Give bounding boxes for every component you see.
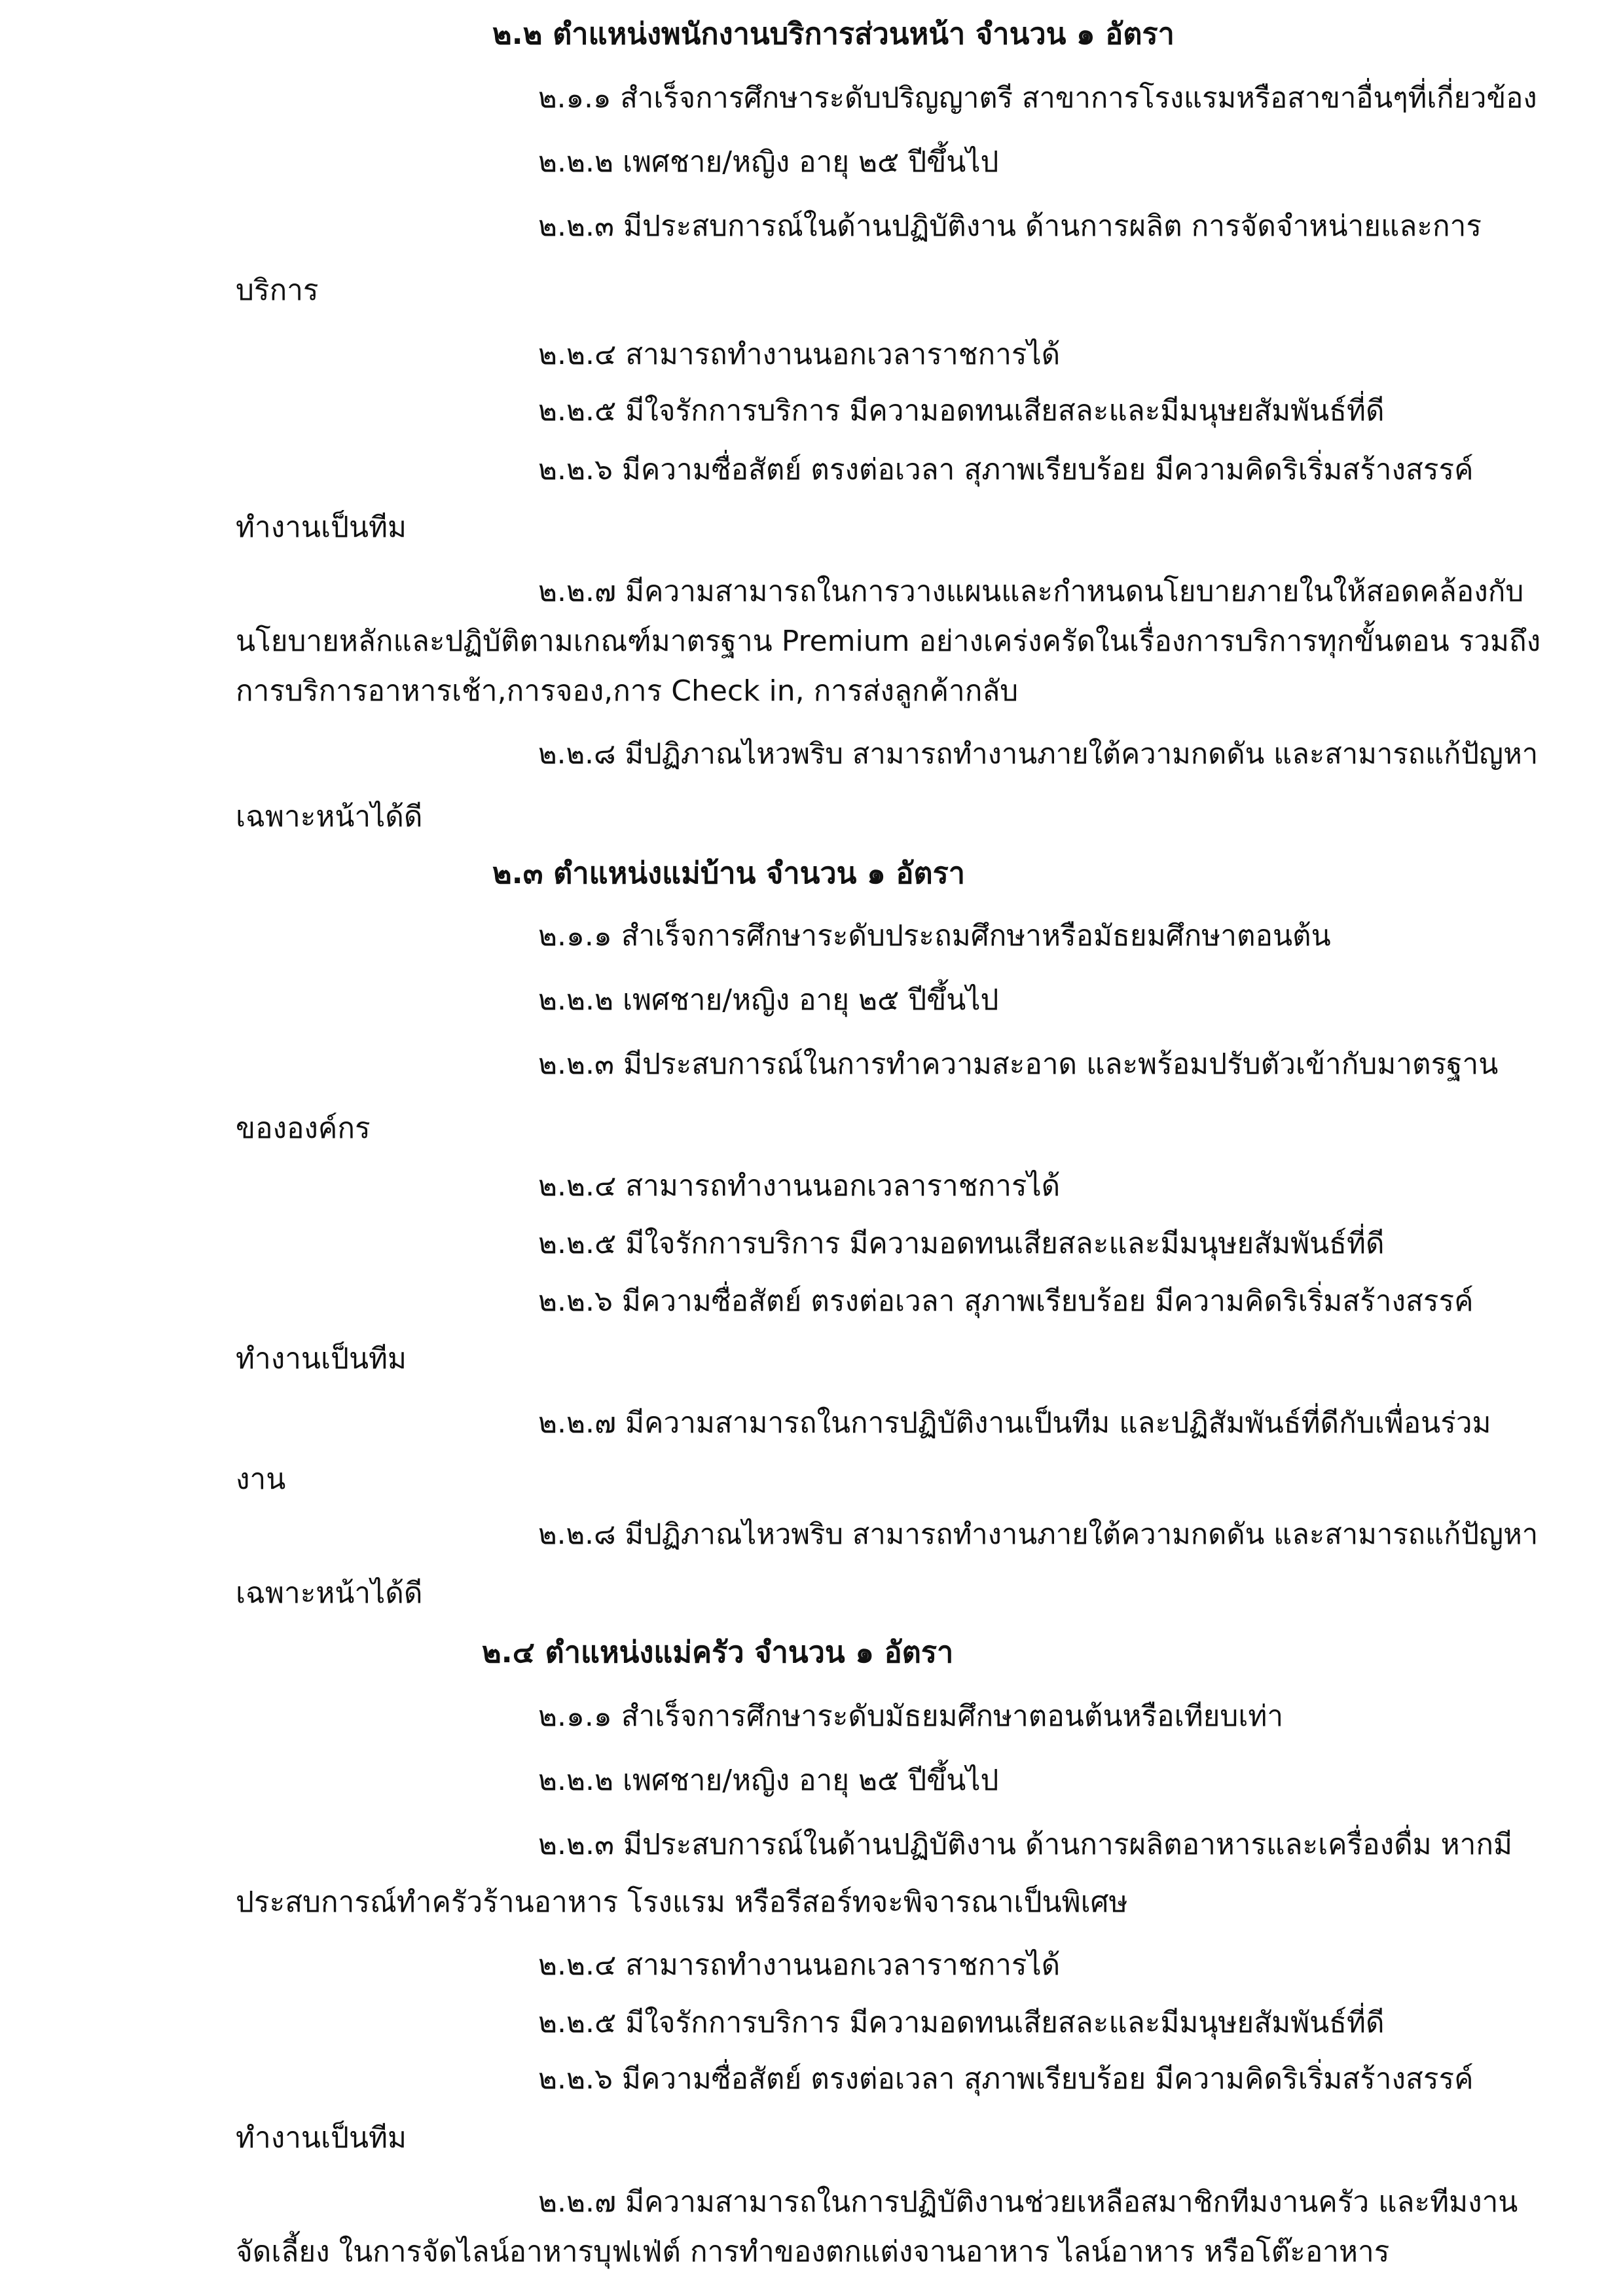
item-2-2-7: ๒.๒.๗ มีความสามารถในการวางแผนและกำหนดนโยบายภายในให้สอดคล้องกับ — [538, 575, 1524, 608]
item-2-2-5: ๒.๒.๕ มีใจรักการบริการ มีความอดทนเสียสละและมีมนุษยสัมพันธ์ที่ดี — [538, 394, 1385, 428]
item-2-2-7-cont-1: นโยบายหลักและปฏิบัติตามเกณฑ์มาตรฐาน Premium อย่างเคร่งครัดในเรื่องการบริการทุกขั้นตอน รวมถึง — [236, 625, 1541, 658]
item-2-2-4: ๒.๒.๔ สามารถทำงานนอกเวลาราชการได้ — [538, 338, 1061, 371]
item-2-2-3: ๒.๒.๓ มีประสบการณ์ในด้านปฏิบัติงาน ด้านการผลิต การจัดจำหน่ายและการ — [538, 210, 1482, 243]
item-2-4-4: ๒.๒.๔ สามารถทำงานนอกเวลาราชการได้ — [538, 1948, 1061, 1982]
item-2-2-6: ๒.๒.๖ มีความซื่อสัตย์ ตรงต่อเวลา สุภาพเรียบร้อย มีความคิดริเริ่มสร้างสรรค์ — [538, 453, 1474, 486]
item-2-3-6-cont: ทำงานเป็นทีม — [236, 1342, 407, 1376]
item-2-3-8: ๒.๒.๘ มีปฏิภาณไหวพริบ สามารถทำงานภายใต้ความกดดัน และสามารถแก้ปัญหา — [538, 1518, 1539, 1551]
item-2-3-4: ๒.๒.๔ สามารถทำงานนอกเวลาราชการได้ — [538, 1169, 1061, 1203]
item-2-4-1: ๒.๑.๑ สำเร็จการศึกษาระดับมัธยมศึกษาตอนต้นหรือเทียบเท่า — [538, 1700, 1284, 1733]
item-2-4-3-cont: ประสบการณ์ทำครัวร้านอาหาร โรงแรม หรือรีสอร์ทจะพิจารณาเป็นพิเศษ — [236, 1886, 1128, 1919]
item-2-3-3: ๒.๒.๓ มีประสบการณ์ในการทำความสะอาด และพร้อมปรับตัวเข้ากับมาตรฐาน — [538, 1048, 1499, 1081]
item-2-3-3-cont: ขององค์กร — [236, 1112, 371, 1145]
item-2-3-7: ๒.๒.๗ มีความสามารถในการปฏิบัติงานเป็นทีม และปฏิสัมพันธ์ที่ดีกับเพื่อนร่วม — [538, 1406, 1491, 1440]
item-2-3-6: ๒.๒.๖ มีความซื่อสัตย์ ตรงต่อเวลา สุภาพเรียบร้อย มีความคิดริเริ่มสร้างสรรค์ — [538, 1285, 1474, 1318]
item-2-2-3-cont: บริการ — [236, 274, 319, 307]
section-heading-housekeeper: ๒.๓ ตำแหน่งแม่บ้าน จำนวน ๑ อัตรา — [492, 856, 966, 890]
item-2-4-6-cont: ทำงานเป็นทีม — [236, 2121, 407, 2155]
item-2-4-7: ๒.๒.๗ มีความสามารถในการปฏิบัติงานช่วยเหลือสมาชิกทีมงานครัว และทีมงาน — [538, 2185, 1518, 2219]
item-2-4-2: ๒.๒.๒ เพศชาย/หญิง อายุ ๒๕ ปีขึ้นไป — [538, 1764, 999, 1797]
item-2-2-8: ๒.๒.๘ มีปฏิภาณไหวพริบ สามารถทำงานภายใต้ความกดดัน และสามารถแก้ปัญหา — [538, 738, 1539, 771]
item-2-3-1: ๒.๑.๑ สำเร็จการศึกษาระดับประถมศึกษาหรือมัธยมศึกษาตอนต้น — [538, 919, 1331, 953]
item-2-4-6: ๒.๒.๖ มีความซื่อสัตย์ ตรงต่อเวลา สุภาพเรียบร้อย มีความคิดริเริ่มสร้างสรรค์ — [538, 2062, 1474, 2096]
section-heading-front-office: ๒.๒ ตำแหน่งพนักงานบริการส่วนหน้า จำนวน ๑ อัตรา — [492, 16, 1175, 51]
item-2-3-5: ๒.๒.๕ มีใจรักการบริการ มีความอดทนเสียสละและมีมนุษยสัมพันธ์ที่ดี — [538, 1227, 1385, 1260]
item-2-4-5: ๒.๒.๕ มีใจรักการบริการ มีความอดทนเสียสละและมีมนุษยสัมพันธ์ที่ดี — [538, 2006, 1385, 2039]
item-2-3-2: ๒.๒.๒ เพศชาย/หญิง อายุ ๒๕ ปีขึ้นไป — [538, 983, 999, 1017]
item-2-2-2: ๒.๒.๒ เพศชาย/หญิง อายุ ๒๕ ปีขึ้นไป — [538, 145, 999, 179]
item-2-2-8-cont: เฉพาะหน้าได้ดี — [236, 800, 423, 833]
item-2-3-8-cont: เฉพาะหน้าได้ดี — [236, 1576, 423, 1610]
item-2-4-3: ๒.๒.๓ มีประสบการณ์ในด้านปฏิบัติงาน ด้านการผลิตอาหารและเครื่องดื่ม หากมี — [538, 1828, 1513, 1861]
item-2-2-1: ๒.๑.๑ สำเร็จการศึกษาระดับปริญญาตรี สาขาการโรงแรมหรือสาขาอื่นๆที่เกี่ยวข้อง — [538, 82, 1537, 115]
item-2-2-7-cont-2: การบริการอาหารเช้า,การจอง,การ Check in, การส่งลูกค้ากลับ — [236, 674, 1019, 708]
item-2-3-7-cont: งาน — [236, 1463, 286, 1496]
item-2-2-6-cont: ทำงานเป็นทีม — [236, 511, 407, 544]
section-heading-cook: ๒.๔ ตำแหน่งแม่ครัว จำนวน ๑ อัตรา — [482, 1635, 954, 1669]
item-2-4-7-cont: จัดเลี้ยง ในการจัดไลน์อาหารบุฟเฟ่ต์ การทำของตกแต่งจานอาหาร ไลน์อาหาร หรือโต๊ะอาหาร — [236, 2235, 1390, 2269]
